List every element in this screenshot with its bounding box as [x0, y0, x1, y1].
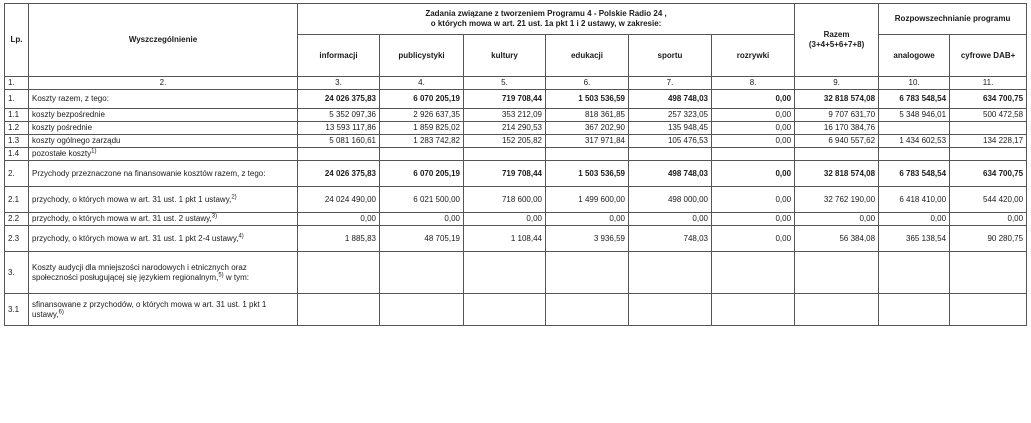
value-cell: [950, 148, 1027, 161]
value-cell: 1 859 825,02: [380, 122, 464, 135]
value-cell: 353 212,09: [464, 109, 546, 122]
header-lp: Lp.: [5, 4, 29, 77]
value-cell: 214 290,53: [464, 122, 546, 135]
value-cell: [879, 252, 950, 294]
row-lp: 2.: [5, 161, 29, 187]
row-label: [29, 226, 298, 252]
col-number: 7.: [629, 77, 712, 90]
table-row: [5, 122, 1027, 135]
table-row: [5, 148, 1027, 161]
col-number: 3.: [298, 77, 380, 90]
value-cell: [546, 252, 629, 294]
value-cell: 1 503 536,59: [546, 161, 629, 187]
value-cell: 56 384,08: [795, 226, 879, 252]
value-cell: 0,00: [546, 213, 629, 226]
value-cell: 818 361,85: [546, 109, 629, 122]
value-cell: 134 228,17: [950, 135, 1027, 148]
table-row: [5, 90, 1027, 109]
value-cell: [464, 252, 546, 294]
row-label: [29, 90, 298, 109]
footnote-marker: 3): [211, 213, 218, 220]
row-label-text: przychody, o których mowa w art. 31 ust. 1 pkt 1 ustawy,: [32, 194, 232, 204]
value-cell: [546, 148, 629, 161]
value-cell: [712, 252, 795, 294]
value-cell: 6 940 557,62: [795, 135, 879, 148]
row-label-text: sfinansowane z przychodów, o których mowa w art. 31 ust. 1 pkt 1 ustawy,: [32, 299, 267, 319]
value-cell: 2 926 637,35: [380, 109, 464, 122]
group-title-line2: o których mowa w art. 21 ust. 1a pkt 1 i 2 ustawy, w zakresie:: [430, 19, 662, 28]
value-cell: [629, 294, 712, 326]
value-cell: 1 434 602,53: [879, 135, 950, 148]
value-cell: 6 783 548,54: [879, 90, 950, 109]
value-cell: [879, 294, 950, 326]
value-cell: 718 600,00: [464, 187, 546, 213]
col-number: 11.: [950, 77, 1027, 90]
col-number: 9.: [795, 77, 879, 90]
value-cell: 1 503 536,59: [546, 90, 629, 109]
table-row: [5, 109, 1027, 122]
header-col-analogowe: analogowe: [879, 35, 950, 77]
value-cell: 498 748,03: [629, 161, 712, 187]
row-lp: 2.2: [5, 213, 29, 226]
value-cell: 0,00: [712, 135, 795, 148]
header-group-title: [298, 4, 795, 35]
value-cell: [795, 252, 879, 294]
row-lp: 1.2: [5, 122, 29, 135]
value-cell: [546, 294, 629, 326]
value-cell: [629, 252, 712, 294]
value-cell: 0,00: [712, 161, 795, 187]
value-cell: 48 705,19: [380, 226, 464, 252]
header-row-1: [5, 4, 1027, 35]
value-cell: [795, 294, 879, 326]
header-item: Wyszczególnienie: [29, 4, 298, 77]
row-label: [29, 135, 298, 148]
value-cell: [950, 122, 1027, 135]
row-label-text: Koszty audycji dla mniejszości narodowych i etnicznych oraz społeczności posługującej się językiem regionalnym,: [32, 262, 247, 282]
header-col-sportu: sportu: [629, 35, 712, 77]
value-cell: [879, 122, 950, 135]
value-cell: [380, 294, 464, 326]
value-cell: 32 762 190,00: [795, 187, 879, 213]
row-label: [29, 252, 298, 294]
value-cell: 0,00: [712, 122, 795, 135]
header-col-cyfrowe: cyfrowe DAB+: [950, 35, 1027, 77]
table-row: [5, 213, 1027, 226]
value-cell: [950, 294, 1027, 326]
value-cell: 32 818 574,08: [795, 161, 879, 187]
row-label-text: koszty pośrednie: [32, 123, 93, 132]
header-col-informacji: informacji: [298, 35, 380, 77]
value-cell: [298, 294, 380, 326]
total-formula: (3+4+5+6+7+8): [808, 40, 865, 49]
value-cell: 9 707 631,70: [795, 109, 879, 122]
value-cell: 634 700,75: [950, 90, 1027, 109]
value-cell: [795, 148, 879, 161]
value-cell: 6 070 205,19: [380, 90, 464, 109]
footnote-marker: 4): [238, 232, 244, 239]
footnote-marker: 2): [231, 193, 237, 200]
value-cell: 24 026 375,83: [298, 90, 380, 109]
value-cell: 719 708,44: [464, 161, 546, 187]
value-cell: [879, 148, 950, 161]
value-cell: 0,00: [298, 213, 380, 226]
row-label-text: koszty ogólnego zarządu: [32, 136, 121, 145]
value-cell: 152 205,82: [464, 135, 546, 148]
value-cell: [950, 252, 1027, 294]
col-number: 2.: [29, 77, 298, 90]
row-lp: 2.1: [5, 187, 29, 213]
row-lp: 3.: [5, 252, 29, 294]
row-label-text: Przychody przeznaczone na finansowanie kosztów razem, z tego:: [32, 168, 266, 178]
value-cell: 0,00: [629, 213, 712, 226]
value-cell: 6 070 205,19: [380, 161, 464, 187]
value-cell: 719 708,44: [464, 90, 546, 109]
value-cell: 32 818 574,08: [795, 90, 879, 109]
row-label: [29, 187, 298, 213]
value-cell: [464, 294, 546, 326]
value-cell: 498 748,03: [629, 90, 712, 109]
value-cell: 0,00: [795, 213, 879, 226]
value-cell: 0,00: [712, 187, 795, 213]
row-lp: 1.4: [5, 148, 29, 161]
value-cell: 105 476,53: [629, 135, 712, 148]
cost-table: [4, 3, 1027, 326]
table-row: [5, 226, 1027, 252]
row-lp: 3.1: [5, 294, 29, 326]
group-title-line1: Zadania związane z tworzeniem Programu 4 - Polskie Radio 24 ,: [425, 9, 667, 18]
value-cell: 6 021 500,00: [380, 187, 464, 213]
value-cell: [380, 148, 464, 161]
value-cell: 367 202,90: [546, 122, 629, 135]
value-cell: 3 936,59: [546, 226, 629, 252]
row-label-tail: w tym:: [223, 272, 249, 282]
column-number-row: [5, 77, 1027, 90]
value-cell: 0,00: [879, 213, 950, 226]
data-rows: [5, 90, 1027, 326]
table-row: [5, 252, 1027, 294]
row-label: [29, 294, 298, 326]
value-cell: 0,00: [712, 90, 795, 109]
row-lp: 1.1: [5, 109, 29, 122]
footnote-marker: 1): [91, 148, 97, 155]
total-label: Razem: [823, 30, 850, 39]
col-number: 5.: [464, 77, 546, 90]
value-cell: 5 352 097,36: [298, 109, 380, 122]
col-number: 4.: [380, 77, 464, 90]
value-cell: [629, 148, 712, 161]
row-label: [29, 161, 298, 187]
value-cell: 257 323,05: [629, 109, 712, 122]
value-cell: [712, 148, 795, 161]
row-label-text: Koszty razem, z tego:: [32, 94, 109, 103]
row-lp: 2.3: [5, 226, 29, 252]
value-cell: 365 138,54: [879, 226, 950, 252]
value-cell: [298, 148, 380, 161]
row-label: [29, 148, 298, 161]
value-cell: 0,00: [712, 109, 795, 122]
value-cell: 317 971,84: [546, 135, 629, 148]
row-label: [29, 213, 298, 226]
value-cell: [464, 148, 546, 161]
value-cell: 135 948,45: [629, 122, 712, 135]
row-label-text: koszty bezpośrednie: [32, 110, 105, 119]
table-row: [5, 135, 1027, 148]
value-cell: 5 081 160,61: [298, 135, 380, 148]
value-cell: 0,00: [712, 213, 795, 226]
header-col-rozrywki: rozrywki: [712, 35, 795, 77]
value-cell: [380, 252, 464, 294]
table-row: [5, 294, 1027, 326]
header-col-publicystyki: publicystyki: [380, 35, 464, 77]
value-cell: 13 593 117,86: [298, 122, 380, 135]
value-cell: 5 348 946,01: [879, 109, 950, 122]
value-cell: 0,00: [380, 213, 464, 226]
value-cell: 500 472,58: [950, 109, 1027, 122]
row-label: [29, 109, 298, 122]
col-number: 8.: [712, 77, 795, 90]
footnote-marker: 6): [58, 308, 64, 315]
value-cell: 634 700,75: [950, 161, 1027, 187]
value-cell: [712, 294, 795, 326]
value-cell: 1 885,83: [298, 226, 380, 252]
value-cell: 498 000,00: [629, 187, 712, 213]
footnote-marker: 5): [218, 271, 224, 278]
row-label-text: przychody, o których mowa w art. 31 ust. 2 ustawy,: [32, 214, 212, 223]
value-cell: 544 420,00: [950, 187, 1027, 213]
header-distribution: Rozpowszechnianie programu: [879, 4, 1027, 35]
value-cell: 1 283 742,82: [380, 135, 464, 148]
row-label-text: pozostałe koszty: [32, 149, 92, 158]
header-total: [795, 4, 879, 77]
row-lp: 1.: [5, 90, 29, 109]
row-label: [29, 122, 298, 135]
value-cell: [298, 252, 380, 294]
col-number: 10.: [879, 77, 950, 90]
col-number: 6.: [546, 77, 629, 90]
value-cell: 6 418 410,00: [879, 187, 950, 213]
value-cell: 0,00: [950, 213, 1027, 226]
header-col-kultury: kultury: [464, 35, 546, 77]
col-number: 1.: [5, 77, 29, 90]
value-cell: 748,03: [629, 226, 712, 252]
row-lp: 1.3: [5, 135, 29, 148]
value-cell: 6 783 548,54: [879, 161, 950, 187]
value-cell: 0,00: [464, 213, 546, 226]
table-row: [5, 187, 1027, 213]
value-cell: 24 024 490,00: [298, 187, 380, 213]
value-cell: 1 499 600,00: [546, 187, 629, 213]
value-cell: 1 108,44: [464, 226, 546, 252]
value-cell: 0,00: [712, 226, 795, 252]
header-col-edukacji: edukacji: [546, 35, 629, 77]
value-cell: 90 280,75: [950, 226, 1027, 252]
row-label-text: przychody, o których mowa w art. 31 ust. 1 pkt 2-4 ustawy,: [32, 233, 239, 243]
value-cell: 24 026 375,83: [298, 161, 380, 187]
cost-table-container: [4, 3, 1027, 326]
table-row: [5, 161, 1027, 187]
value-cell: 16 170 384,76: [795, 122, 879, 135]
